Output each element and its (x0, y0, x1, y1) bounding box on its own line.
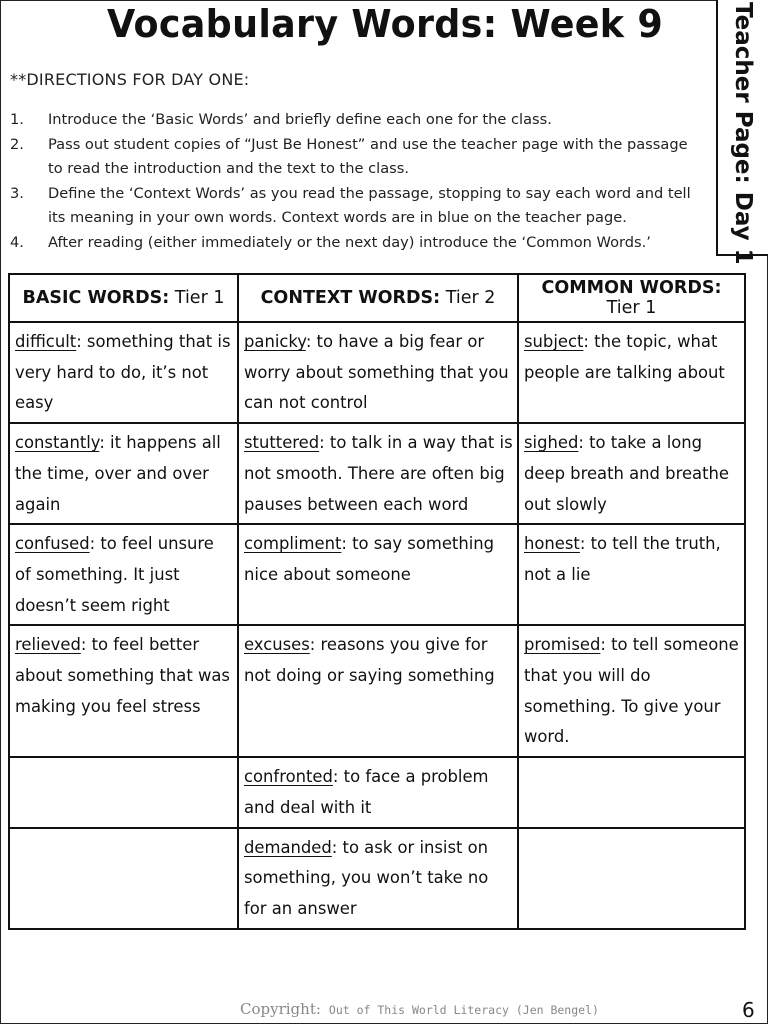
direction-number: 4. (10, 233, 24, 251)
teacher-page-tab-label: Teacher Page: Day 1 (730, 2, 756, 265)
basic-word-cell (9, 625, 238, 757)
table-row (9, 757, 745, 827)
direction-text: Pass out student copies of “Just Be Honest” and use the teacher page with the passage to read the introduction and the text to the class. (48, 135, 688, 177)
vocab-definition: : to have a big fear or worry about something that you can not control (244, 332, 509, 413)
table-row (9, 524, 745, 625)
directions-list (10, 108, 700, 255)
vocab-term: subject (524, 332, 584, 351)
table-row (9, 625, 745, 757)
direction-text: Introduce the ‘Basic Words’ and briefly define each one for the class. (48, 111, 552, 128)
direction-number: 2. (10, 135, 24, 153)
basic-word-cell (9, 322, 238, 423)
vocab-definition: : something that is very hard to do, it’s not easy (15, 332, 231, 413)
vocab-term: stuttered (244, 433, 320, 453)
context-word-cell (238, 322, 518, 423)
vocab-definition: : to feel better about something that was making you feel stress (15, 635, 230, 716)
vocab-term: constantly (15, 433, 100, 453)
header-label: BASIC WORDS: (22, 288, 170, 308)
direction-item (10, 231, 700, 256)
direction-number: 3. (10, 184, 24, 202)
direction-item (10, 133, 700, 182)
common-word-cell (518, 322, 745, 423)
teacher-page-tab (716, 0, 768, 265)
vocab-definition: : to ask or insist on something, you won’t take no for an answer (244, 837, 489, 918)
context-word-cell (238, 423, 518, 524)
direction-text: After reading (either immediately or the next day) introduce the ‘Common Words.’ (48, 233, 651, 251)
vocab-term: promised (524, 635, 601, 655)
vocab-term: compliment (244, 534, 342, 554)
table-row (9, 828, 745, 929)
vocab-definition: : to tell someone that you will do something. To give your word. (524, 635, 739, 747)
context-word-cell (238, 828, 518, 929)
vocabulary-table (8, 273, 746, 930)
context-word-cell (238, 524, 518, 625)
vocab-term: confused (15, 534, 90, 554)
common-word-cell (518, 423, 745, 524)
vocab-definition: : to tell the truth, not a lie (524, 534, 721, 584)
vocab-definition: : to say something nice about someone (244, 534, 495, 584)
vocab-term: panicky (244, 332, 306, 351)
common-word-cell (518, 625, 745, 757)
context-word-cell (238, 625, 518, 757)
page-title: Vocabulary Words: Week 9 (106, 2, 663, 46)
direction-item (10, 182, 700, 231)
vocab-term: relieved (15, 635, 81, 655)
vocab-definition: : the topic, what people are talking about (524, 332, 725, 382)
table-row (9, 423, 745, 524)
vocab-definition: : to face a problem and deal with it (244, 767, 489, 817)
context-word-cell (238, 757, 518, 827)
vocab-term: confronted (244, 767, 333, 787)
basic-word-cell (9, 757, 238, 827)
direction-text: Define the ‘Context Words’ as you read the passage, stopping to say each word and tell its meaning in your own words. Context words are in blue on the teacher page. (48, 184, 691, 226)
basic-word-cell (9, 828, 238, 929)
vocab-term: excuses (244, 635, 310, 655)
header-label: CONTEXT WORDS: (260, 288, 441, 308)
vocab-definition: : to talk in a way that is not smooth. There are often big pauses between each word (244, 433, 513, 514)
directions-heading: **DIRECTIONS FOR DAY ONE: (10, 70, 250, 89)
common-word-cell (518, 828, 745, 929)
copyright-label: Copyright: (240, 1000, 321, 1018)
vocab-term: sighed (524, 433, 579, 453)
vocab-definition: : to take a long deep breath and breathe out slowly (524, 433, 729, 514)
vocab-term: demanded (244, 837, 332, 857)
header-tier: Tier 1 (169, 288, 225, 308)
table-header-row (9, 274, 745, 322)
basic-word-cell (9, 423, 238, 524)
header-context-words (238, 274, 518, 322)
header-common-words (518, 274, 745, 322)
header-label: COMMON WORDS: (541, 278, 722, 298)
common-word-cell (518, 757, 745, 827)
header-basic-words (9, 274, 238, 322)
direction-number: 1. (10, 111, 24, 128)
basic-word-cell (9, 524, 238, 625)
copyright-notice (240, 1000, 599, 1018)
vocab-definition: : it happens all the time, over and over again (15, 433, 221, 514)
copyright-owner: Out of This World Literacy (Jen Bengel) (328, 1003, 599, 1017)
direction-item (10, 108, 700, 133)
header-tier: Tier 1 (606, 298, 657, 318)
vocab-term: honest (524, 534, 580, 554)
vocab-definition: : reasons you give for not doing or saying something (244, 635, 495, 686)
header-tier: Tier 2 (440, 288, 496, 308)
vocab-definition: : to feel unsure of something. It just doesn’t seem right (15, 534, 214, 615)
common-word-cell (518, 524, 745, 625)
page-number: 6 (742, 998, 755, 1022)
table-row (9, 322, 745, 423)
vocab-term: difficult (15, 332, 77, 351)
